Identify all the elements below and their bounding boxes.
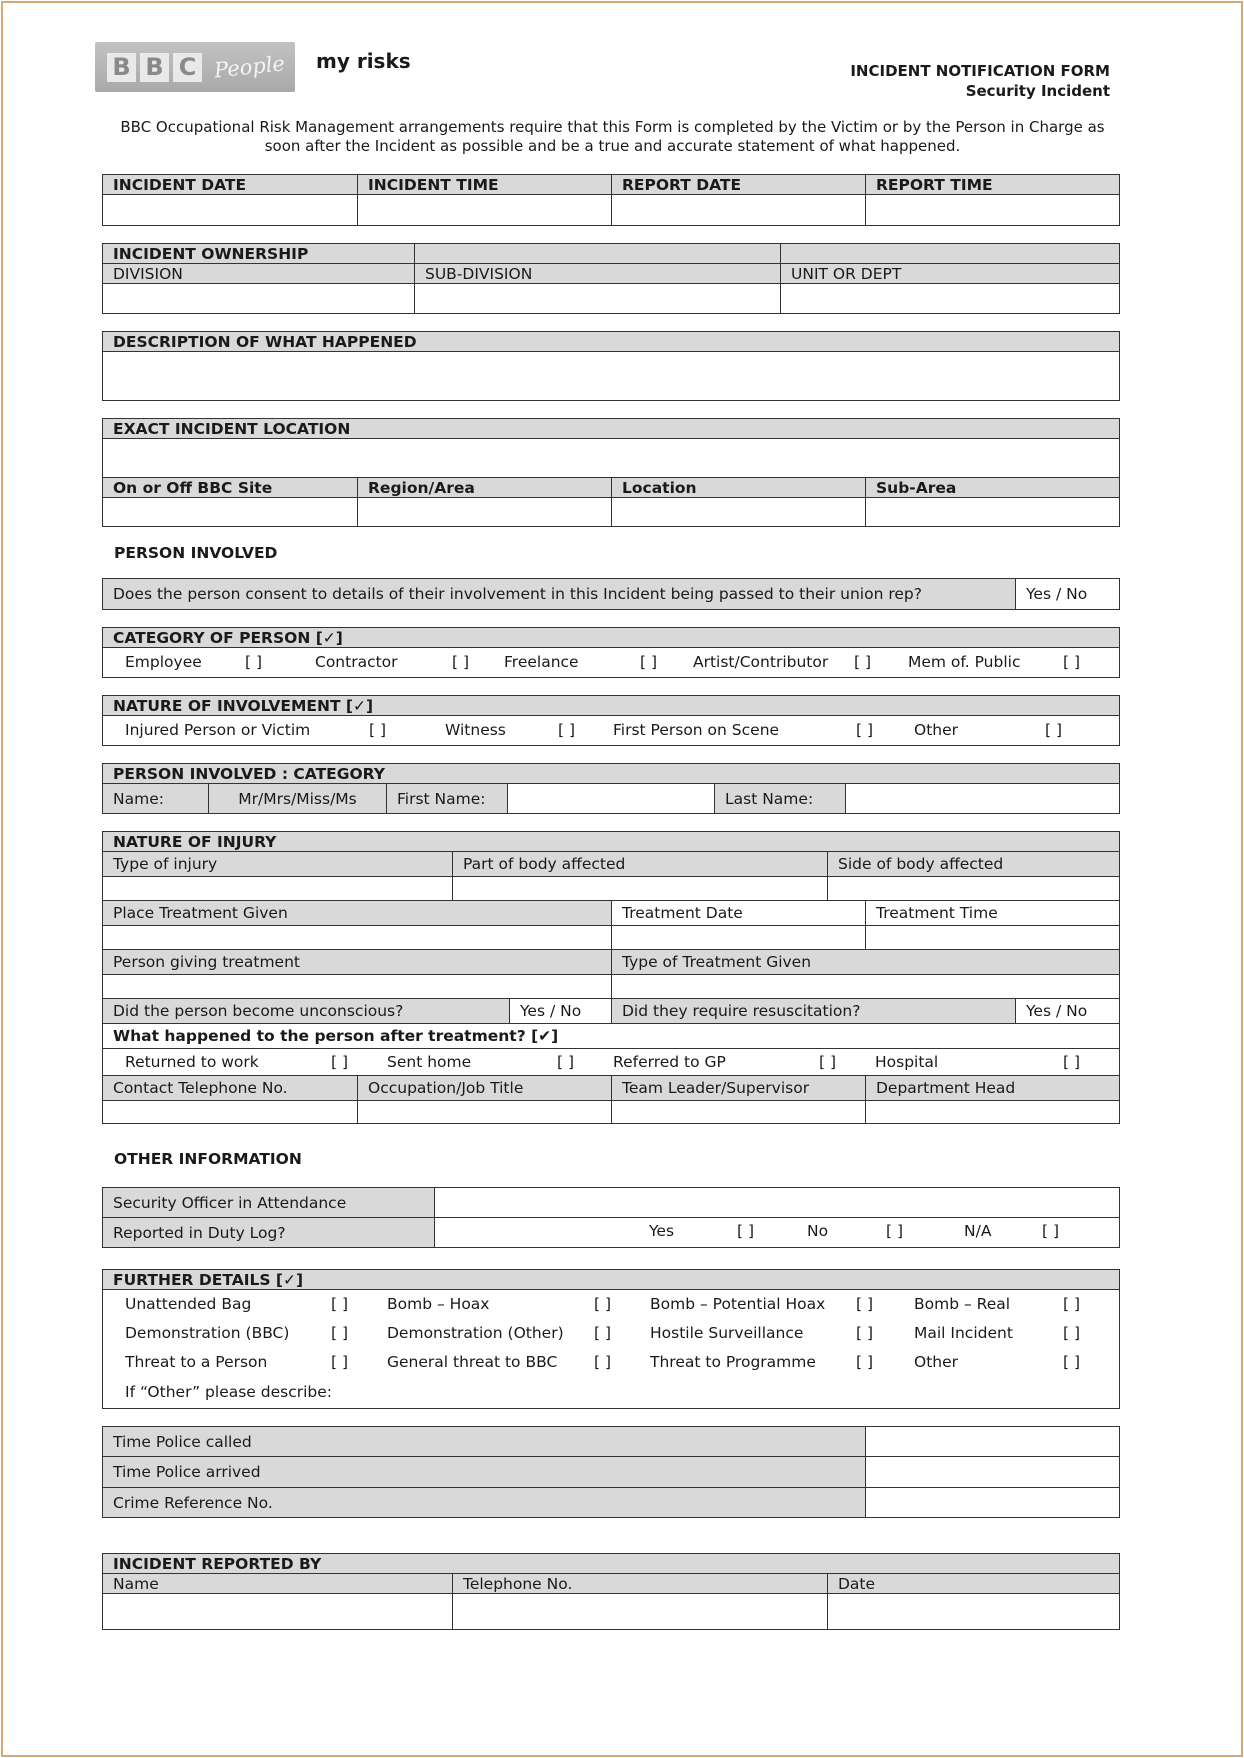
occupation-field[interactable] xyxy=(357,1101,611,1123)
checkbox-contractor[interactable]: [ ] xyxy=(452,653,470,671)
further-details-options xyxy=(103,1290,1119,1408)
logo-letter: B xyxy=(140,53,169,82)
description-field[interactable] xyxy=(103,352,1119,400)
other-information-title: OTHER INFORMATION xyxy=(114,1150,302,1168)
checkbox-general-threat[interactable]: [ ] xyxy=(594,1353,612,1371)
logo-letter: B xyxy=(107,53,136,82)
app-name: my risks xyxy=(316,49,411,73)
header-on-off-site: On or Off BBC Site xyxy=(103,478,357,497)
nature-of-injury-table xyxy=(102,831,1120,1124)
option-freelance: Freelance xyxy=(504,653,579,671)
consent-yes-no[interactable]: Yes / No xyxy=(1015,579,1119,609)
place-treatment-label: Place Treatment Given xyxy=(103,901,611,925)
option-employee: Employee xyxy=(125,653,202,671)
header-incident-date: INCIDENT DATE xyxy=(103,175,357,194)
checkbox-threat-to-person[interactable]: [ ] xyxy=(331,1353,349,1371)
type-of-treatment-label: Type of Treatment Given xyxy=(611,950,1119,974)
person-category-title: PERSON INVOLVED : CATEGORY xyxy=(113,764,385,783)
unconscious-question: Did the person become unconscious? xyxy=(103,999,509,1023)
occupation-label: Occupation/Job Title xyxy=(357,1076,611,1100)
checkbox-hostile-surveillance[interactable]: [ ] xyxy=(856,1324,874,1342)
reporter-date-label: Date xyxy=(827,1574,1119,1593)
option-hostile-surveillance: Hostile Surveillance xyxy=(650,1324,804,1342)
further-details-title: FURTHER DETAILS [✓] xyxy=(113,1270,304,1289)
security-officer-field[interactable] xyxy=(434,1188,1119,1217)
category-of-person-title: CATEGORY OF PERSON [✓] xyxy=(113,628,343,647)
reported-by-title: INCIDENT REPORTED BY xyxy=(113,1554,322,1573)
checkbox-duty-log-no[interactable]: [ ] xyxy=(886,1222,904,1240)
treatment-time-label: Treatment Time xyxy=(865,901,1119,925)
option-referred-to-gp: Referred to GP xyxy=(613,1053,726,1071)
title-options[interactable]: Mr/Mrs/Miss/Ms xyxy=(208,784,386,813)
logo-letter: C xyxy=(173,53,202,82)
nature-of-injury-title: NATURE OF INJURY xyxy=(113,832,277,851)
checkbox-mail-incident[interactable]: [ ] xyxy=(1063,1324,1081,1342)
part-of-body-label: Part of body affected xyxy=(452,852,827,876)
type-of-treatment-field[interactable] xyxy=(611,975,1119,998)
part-of-body-field[interactable] xyxy=(452,877,827,900)
exact-location-field[interactable] xyxy=(103,439,1119,477)
checkbox-returned-to-work[interactable]: [ ] xyxy=(331,1053,349,1071)
location-field[interactable] xyxy=(611,498,865,526)
header-incident-time: INCIDENT TIME xyxy=(357,175,611,194)
treatment-date-label: Treatment Date xyxy=(611,901,865,925)
side-of-body-field[interactable] xyxy=(827,877,1119,900)
option-threat-to-person: Threat to a Person xyxy=(125,1353,268,1371)
checkbox-injured-person[interactable]: [ ] xyxy=(369,721,387,739)
on-off-site-field[interactable] xyxy=(103,498,357,526)
contact-telephone-label: Contact Telephone No. xyxy=(103,1076,357,1100)
duty-log-options xyxy=(434,1218,1119,1247)
resuscitation-yes-no[interactable]: Yes / No xyxy=(1015,999,1119,1023)
department-head-field[interactable] xyxy=(865,1101,1119,1123)
option-duty-log-na: N/A xyxy=(964,1222,992,1240)
checkbox-demonstration-other[interactable]: [ ] xyxy=(594,1324,612,1342)
reporter-date-field[interactable] xyxy=(827,1594,1119,1629)
category-options xyxy=(103,648,1119,677)
first-name-label: First Name: xyxy=(386,784,507,813)
time-police-called-label: Time Police called xyxy=(103,1427,865,1456)
treatment-time-field[interactable] xyxy=(865,926,1119,949)
incident-times-table xyxy=(102,174,1120,226)
option-artist-contributor: Artist/Contributor xyxy=(693,653,829,671)
checkbox-other-involvement[interactable]: [ ] xyxy=(1045,721,1063,739)
bbc-people-logo xyxy=(95,42,295,92)
option-duty-log-yes: Yes xyxy=(649,1222,675,1240)
checkbox-employee[interactable]: [ ] xyxy=(245,653,263,671)
report-date-field[interactable] xyxy=(611,195,865,225)
further-details-table xyxy=(102,1269,1120,1409)
option-unattended-bag: Unattended Bag xyxy=(125,1295,252,1313)
reporter-telephone-field[interactable] xyxy=(452,1594,827,1629)
person-giving-treatment-field[interactable] xyxy=(103,975,611,998)
side-of-body-label: Side of body affected xyxy=(827,852,1119,876)
reported-by-table xyxy=(102,1553,1120,1630)
time-police-arrived-label: Time Police arrived xyxy=(103,1457,865,1487)
option-bomb-potential-hoax: Bomb – Potential Hoax xyxy=(650,1295,826,1313)
checkbox-demonstration-bbc[interactable]: [ ] xyxy=(331,1324,349,1342)
unit-dept-field[interactable] xyxy=(780,284,1119,313)
checkbox-first-person-on-scene[interactable]: [ ] xyxy=(856,721,874,739)
type-of-injury-field[interactable] xyxy=(103,877,452,900)
nature-of-involvement-title: NATURE OF INVOLVEMENT [✓] xyxy=(113,696,374,715)
option-bomb-hoax: Bomb – Hoax xyxy=(387,1295,490,1313)
header-report-time: REPORT TIME xyxy=(865,175,1119,194)
consent-table xyxy=(102,578,1120,610)
option-sent-home: Sent home xyxy=(387,1053,472,1071)
option-member-of-public: Mem of. Public xyxy=(908,653,1021,671)
checkbox-member-of-public[interactable]: [ ] xyxy=(1063,653,1081,671)
time-police-called-field[interactable] xyxy=(865,1427,1119,1456)
division-field[interactable] xyxy=(103,284,414,313)
option-returned-to-work: Returned to work xyxy=(125,1053,259,1071)
option-mail-incident: Mail Incident xyxy=(914,1324,1013,1342)
checkbox-referred-to-gp[interactable]: [ ] xyxy=(819,1053,837,1071)
resuscitation-question: Did they require resuscitation? xyxy=(611,999,1015,1023)
ownership-title: INCIDENT OWNERSHIP xyxy=(103,244,414,263)
checkbox-bomb-hoax[interactable]: [ ] xyxy=(594,1295,612,1313)
division-label: DIVISION xyxy=(103,264,414,283)
person-category-table xyxy=(102,763,1120,814)
checkbox-threat-to-programme[interactable]: [ ] xyxy=(856,1353,874,1371)
incident-date-field[interactable] xyxy=(103,195,357,225)
checkbox-duty-log-na[interactable]: [ ] xyxy=(1042,1222,1060,1240)
involvement-options xyxy=(103,716,1119,745)
checkbox-hospital[interactable]: [ ] xyxy=(1063,1053,1081,1071)
checkbox-freelance[interactable]: [ ] xyxy=(640,653,658,671)
team-leader-field[interactable] xyxy=(611,1101,865,1123)
reporter-telephone-label: Telephone No. xyxy=(452,1574,827,1593)
checkbox-other-details[interactable]: [ ] xyxy=(1063,1353,1081,1371)
option-demonstration-other: Demonstration (Other) xyxy=(387,1324,564,1342)
checkbox-sent-home[interactable]: [ ] xyxy=(557,1053,575,1071)
unconscious-yes-no[interactable]: Yes / No xyxy=(509,999,611,1023)
sub-division-label: SUB-DIVISION xyxy=(414,264,780,283)
checkbox-bomb-real[interactable]: [ ] xyxy=(1063,1295,1081,1313)
unit-dept-label: UNIT OR DEPT xyxy=(780,264,1119,283)
option-injured-person: Injured Person or Victim xyxy=(125,721,311,739)
other-describe-label: If “Other” please describe: xyxy=(125,1383,333,1401)
header-location: Location xyxy=(611,478,865,497)
after-treatment-options xyxy=(103,1049,1119,1075)
form-subtitle: Security Incident xyxy=(965,82,1110,100)
option-hospital: Hospital xyxy=(875,1053,939,1071)
report-time-field[interactable] xyxy=(865,195,1119,225)
location-title: EXACT INCIDENT LOCATION xyxy=(113,419,351,438)
form-title-block xyxy=(850,61,1110,101)
first-name-field[interactable] xyxy=(507,784,714,813)
header-region-area: Region/Area xyxy=(357,478,611,497)
time-police-arrived-field[interactable] xyxy=(865,1457,1119,1487)
option-general-threat: General threat to BBC xyxy=(387,1353,558,1371)
option-first-person-on-scene: First Person on Scene xyxy=(613,721,780,739)
form-title: INCIDENT NOTIFICATION FORM xyxy=(850,62,1110,80)
intro-text: BBC Occupational Risk Management arrangements require that this Form is completed by the Victim or by the Person in Charge as soon after the Incident as possible and be a true and accurate statement of what happened. xyxy=(120,118,1105,155)
sub-area-field[interactable] xyxy=(865,498,1119,526)
location-table xyxy=(102,418,1120,527)
category-of-person-table xyxy=(102,627,1120,678)
sub-division-field[interactable] xyxy=(414,284,780,313)
option-other-involvement: Other xyxy=(914,721,959,739)
department-head-label: Department Head xyxy=(865,1076,1119,1100)
option-bomb-real: Bomb – Real xyxy=(914,1295,1011,1313)
crime-reference-field[interactable] xyxy=(865,1488,1119,1517)
person-giving-treatment-label: Person giving treatment xyxy=(103,950,611,974)
description-title: DESCRIPTION OF WHAT HAPPENED xyxy=(113,332,417,351)
place-treatment-field[interactable] xyxy=(103,926,611,949)
name-label: Name: xyxy=(103,784,208,813)
team-leader-label: Team Leader/Supervisor xyxy=(611,1076,865,1100)
police-table xyxy=(102,1426,1120,1518)
option-other-details: Other xyxy=(914,1353,959,1371)
treatment-date-field[interactable] xyxy=(611,926,865,949)
checkbox-bomb-potential-hoax[interactable]: [ ] xyxy=(856,1295,874,1313)
option-witness: Witness xyxy=(445,721,506,739)
ownership-table xyxy=(102,243,1120,314)
checkbox-duty-log-yes[interactable]: [ ] xyxy=(737,1222,755,1240)
duty-log-label: Reported in Duty Log? xyxy=(103,1218,434,1247)
header-report-date: REPORT DATE xyxy=(611,175,865,194)
last-name-label: Last Name: xyxy=(714,784,845,813)
reporter-name-field[interactable] xyxy=(103,1594,452,1629)
header-sub-area: Sub-Area xyxy=(865,478,1119,497)
checkbox-artist-contributor[interactable]: [ ] xyxy=(854,653,872,671)
option-demonstration-bbc: Demonstration (BBC) xyxy=(125,1324,290,1342)
other-information-table xyxy=(102,1187,1120,1248)
type-of-injury-label: Type of injury xyxy=(103,852,452,876)
option-duty-log-no: No xyxy=(807,1222,829,1240)
last-name-field[interactable] xyxy=(845,784,1119,813)
after-treatment-title: What happened to the person after treatment? [✔] xyxy=(113,1027,559,1045)
security-officer-label: Security Officer in Attendance xyxy=(103,1188,434,1217)
nature-of-involvement-table xyxy=(102,695,1120,746)
crime-reference-label: Crime Reference No. xyxy=(103,1488,865,1517)
checkbox-witness[interactable]: [ ] xyxy=(558,721,576,739)
option-contractor: Contractor xyxy=(315,653,398,671)
person-involved-title: PERSON INVOLVED xyxy=(114,544,278,562)
region-area-field[interactable] xyxy=(357,498,611,526)
description-table xyxy=(102,331,1120,401)
contact-telephone-field[interactable] xyxy=(103,1101,357,1123)
incident-time-field[interactable] xyxy=(357,195,611,225)
logo-script: People xyxy=(212,51,286,83)
checkbox-unattended-bag[interactable]: [ ] xyxy=(331,1295,349,1313)
option-threat-to-programme: Threat to Programme xyxy=(650,1353,816,1371)
reporter-name-label: Name xyxy=(103,1574,452,1593)
consent-question: Does the person consent to details of their involvement in this Incident being passed to their union rep? xyxy=(103,579,1015,609)
